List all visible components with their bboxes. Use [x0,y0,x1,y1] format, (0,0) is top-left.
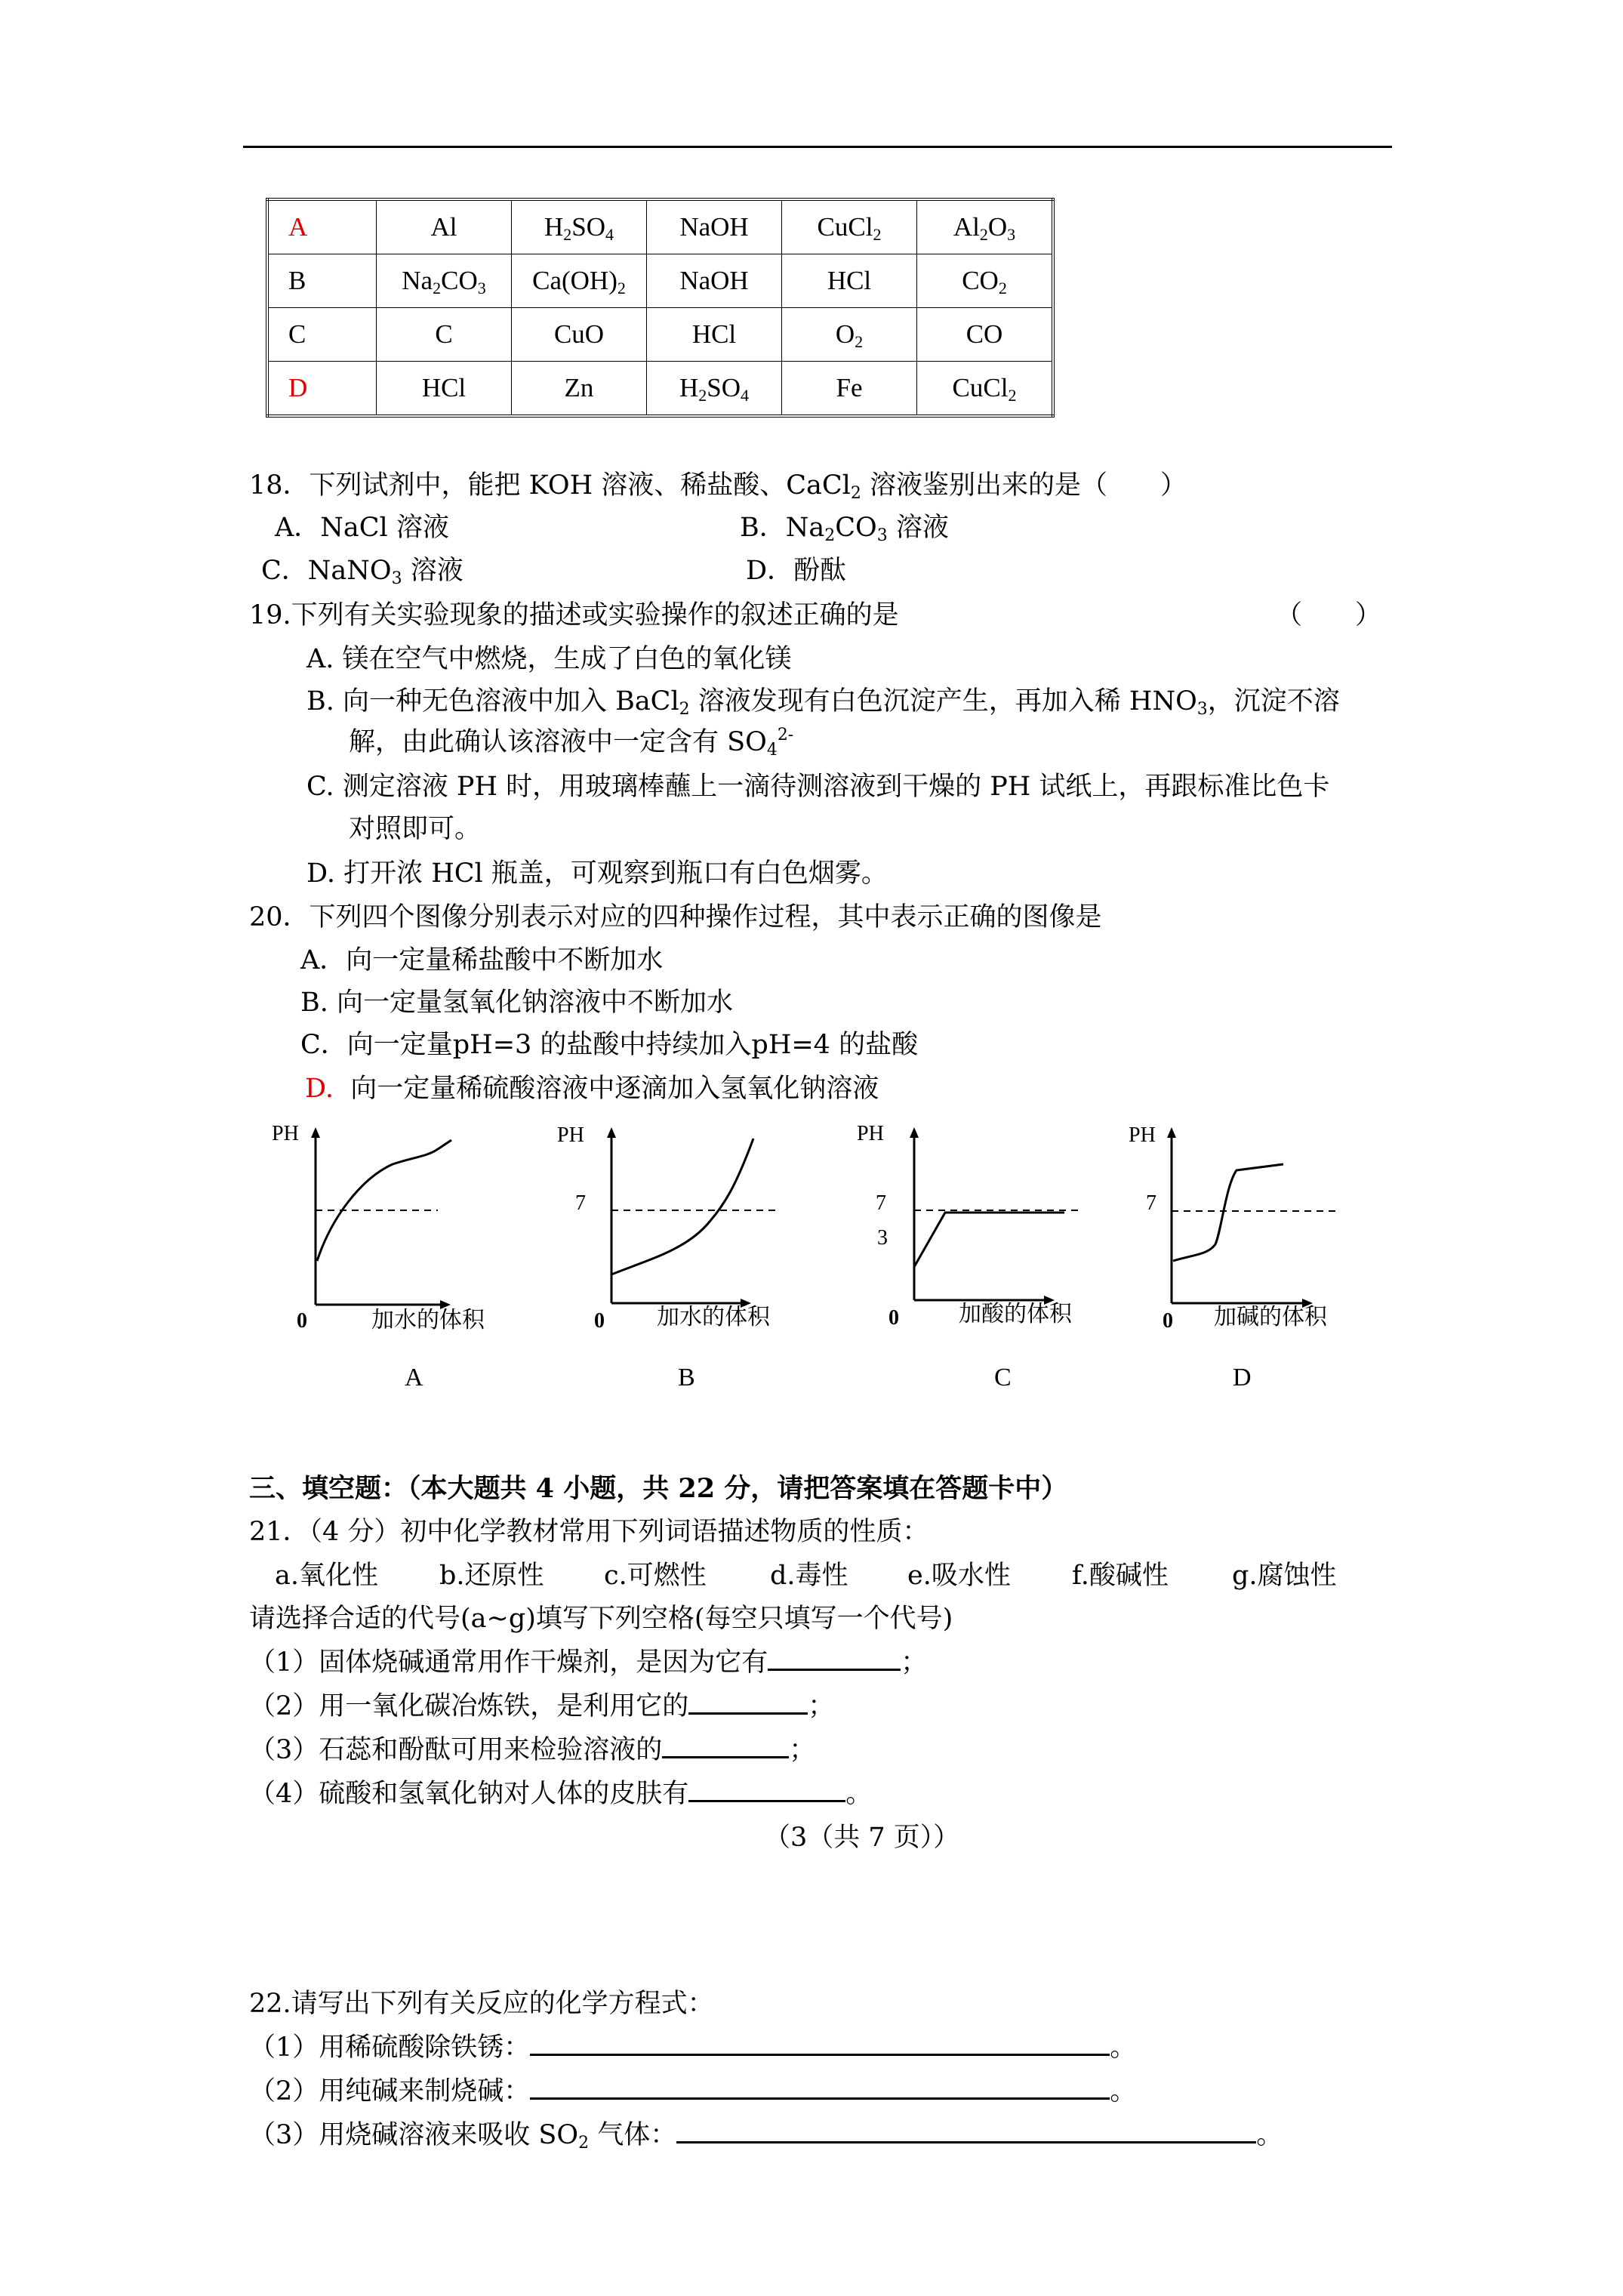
table-cell: CuCl$_2$ [782,199,917,254]
table-cell: HCl [377,362,512,417]
q19-option-c-line1: C. 测定溶液 PH 时，用玻璃棒蘸上一滴待测溶液到干燥的 PH 试纸上，再跟标准比色卡 [306,772,1330,802]
graph-c-ylabel: PH [857,1122,884,1145]
table-row [267,199,1053,254]
q22-item-1-end: 。 [1110,2032,1137,2063]
q21-item-3-blank[interactable] [662,1734,789,1758]
table-row [267,254,1053,308]
table-cell: HCl [782,254,917,308]
q18-option-b: B．$Na_2CO_3$ 溶液 [740,513,949,545]
q22-item-3-blank[interactable] [676,2119,1256,2143]
q20-option-d [305,1072,879,1105]
q18-option-c: C．NaNO$_3$ 溶液 [261,556,463,588]
q21-item-1-text: （1）固体烧碱通常用作干燥剂，是因为它有 [249,1647,768,1678]
q20-stem: 20．下列四个图像分别表示对应的四种操作过程，其中表示正确的图像是 [249,902,1102,932]
q21-item-4-text: （4）硫酸和氢氧化钠对人体的皮肤有 [249,1779,689,1809]
table-cell: $H_2SO_4$ [512,199,647,254]
graph-d-curve [1173,1164,1283,1261]
table-cell: NaOH [647,199,782,254]
q19-stem: 19.下列有关实验现象的描述或实验操作的叙述正确的是 [249,600,899,630]
header-rule [243,146,1392,148]
graph-b-xlabel: 加水的体积 [657,1305,770,1330]
q21-prop-d: d.毒性 [770,1561,848,1591]
q21-item-3-end: ； [789,1735,816,1765]
q22-item-1-text: （1）用稀硫酸除铁锈： [249,2032,531,2063]
q19-option-b-line1: B. 向一种无色溶液中加入 BaCl$_2$ 溶液发现有白色沉淀产生，再加入稀 $HNO_3$，沉淀不溶 [306,686,1340,719]
q21-prop-b: b.还原性 [439,1561,544,1591]
table-cell: $H_2SO_4$ [647,362,782,417]
graph-c-curve [914,1213,1064,1267]
graph-a-origin: 0 [297,1309,307,1333]
q22-item-2-end: 。 [1110,2076,1137,2106]
graph-d-origin: 0 [1163,1309,1173,1333]
graph-b-letter: B [678,1364,695,1391]
table-cell: Al [377,199,512,254]
table-cell: CuO [512,308,647,362]
table-cell: Fe [782,362,917,417]
q22-item-2-blank[interactable] [530,2075,1110,2100]
q21-item-4 [249,1777,872,1811]
graph-c-origin: 0 [888,1306,899,1330]
table-row [267,308,1053,362]
graph-d [1129,1123,1336,1391]
q20-option-b: B. 向一定量氢氧化钠溶液中不断加水 [300,988,733,1018]
q19-bracket: （ ） [1276,600,1382,630]
q21-prop-g: g.腐蚀性 [1232,1561,1337,1591]
row-label: D [267,362,377,417]
row-label: A [267,199,377,254]
q19-option-c-line2: 对照即可。 [349,814,482,844]
q21-item-2 [249,1690,834,1723]
table-cell: C [377,308,512,362]
q20-option-d-letter: D. [305,1074,334,1104]
q21-prop-a: a.氧化性 [275,1561,378,1591]
graph-a-ylabel: PH [272,1122,299,1145]
q21-prop-f: f.酸碱性 [1072,1561,1169,1591]
graph-c-tick-7: 7 [876,1191,886,1215]
q20-option-a: A．向一定量稀盐酸中不断加水 [300,945,664,975]
q21-item-1 [249,1646,927,1679]
q21-item-2-blank[interactable] [688,1690,808,1715]
q18-stem: 18．下列试剂中，能把 KOH 溶液、稀盐酸、CaCl$_2$ 溶液鉴别出来的是（ ） [249,470,1187,503]
q21-prop-c: c.可燃性 [604,1561,707,1591]
graph-a [272,1122,485,1391]
q22-stem: 22.请写出下列有关反应的化学方程式： [249,1989,714,2019]
q21-item-4-end: 。 [845,1779,873,1809]
graph-b-ylabel: PH [557,1123,584,1147]
graph-d-xlabel: 加碱的体积 [1214,1305,1327,1330]
row-label: C [267,308,377,362]
q22-item-3 [249,2119,1283,2152]
table-cell: NaOH [647,254,782,308]
table-cell: $CO_2$ [917,254,1054,308]
ph-graphs [257,1110,1389,1412]
table-cell: CuCl$_2$ [917,362,1054,417]
section3-title: 三、填空题：（本大题共 4 小题，共 22 分，请把答案填在答题卡中） [249,1473,1068,1504]
table-cell: $Na_2CO_3$ [377,254,512,308]
page-footer: （3（共 7 页）） [764,1823,960,1853]
row-label: B [267,254,377,308]
table-cell: Zn [512,362,647,417]
graph-d-tick-7: 7 [1146,1191,1156,1215]
options-table [266,198,1055,418]
graph-c [857,1122,1078,1391]
graph-a-letter: A [405,1364,423,1391]
q22-item-1 [249,2031,1136,2064]
table-row [267,362,1053,417]
graph-a-curve [317,1140,451,1261]
q21-item-4-blank[interactable] [688,1777,845,1802]
q21-item-3-text: （3）石蕊和酚酞可用来检验溶液的 [249,1735,663,1765]
q22-item-1-blank[interactable] [530,2031,1110,2056]
q22-item-3-end: 。 [1256,2120,1283,2150]
graph-a-xlabel: 加水的体积 [371,1308,485,1333]
table-cell: CO [917,308,1054,362]
q21-item-1-end: ； [901,1647,928,1678]
q21-item-1-blank[interactable] [768,1646,901,1671]
graph-c-xlabel: 加酸的体积 [959,1302,1072,1327]
table-cell: $Ca(OH)_2$ [512,254,647,308]
q22-item-2 [249,2075,1136,2108]
q20-option-c: C．向一定量pH=3 的盐酸中持续加入pH=4 的盐酸 [300,1030,919,1060]
q21-stem: 21．（4 分）初中化学教材常用下列词语描述物质的性质： [249,1517,929,1547]
graph-b-origin: 0 [594,1309,605,1333]
graph-c-tick-3: 3 [877,1226,888,1250]
q21-item-3 [249,1734,815,1767]
q18-option-a: A．NaCl 溶液 [275,513,449,543]
graph-b [557,1123,778,1391]
table-cell: $Al_2O_3$ [917,199,1054,254]
q21-instruction: 请选择合适的代号(a~g)填写下列空格(每空只填写一个代号) [249,1604,953,1634]
q22-item-2-text: （2）用纯碱来制烧碱： [249,2076,531,2106]
table-cell: $O_2$ [782,308,917,362]
q20-option-d-text: 向一定量稀硫酸溶液中逐滴加入氢氧化钠溶液 [350,1074,879,1104]
graph-c-letter: C [994,1364,1012,1391]
q22-item-3-text: （3）用烧碱溶液来吸收 $SO_2$ 气体： [249,2120,677,2153]
graph-b-curve [611,1139,753,1274]
graph-d-ylabel: PH [1129,1123,1156,1147]
graph-d-letter: D [1233,1364,1252,1391]
q19-option-b-line2: 解，由此确认该溶液中一定含有 $SO_4^{2-}$ [349,726,794,760]
graph-b-tick-7: 7 [575,1191,586,1215]
q21-prop-e: e.吸水性 [907,1561,1011,1591]
q19-option-a: A. 镁在空气中燃烧，生成了白色的氧化镁 [306,644,792,674]
q21-item-2-end: ； [808,1691,835,1721]
table-cell: HCl [647,308,782,362]
q18-option-d: D．酚酞 [746,556,847,586]
q21-item-2-text: （2）用一氧化碳冶炼铁，是利用它的 [249,1691,689,1721]
q19-option-d: D. 打开浓 HCl 瓶盖，可观察到瓶口有白色烟雾。 [306,858,888,889]
